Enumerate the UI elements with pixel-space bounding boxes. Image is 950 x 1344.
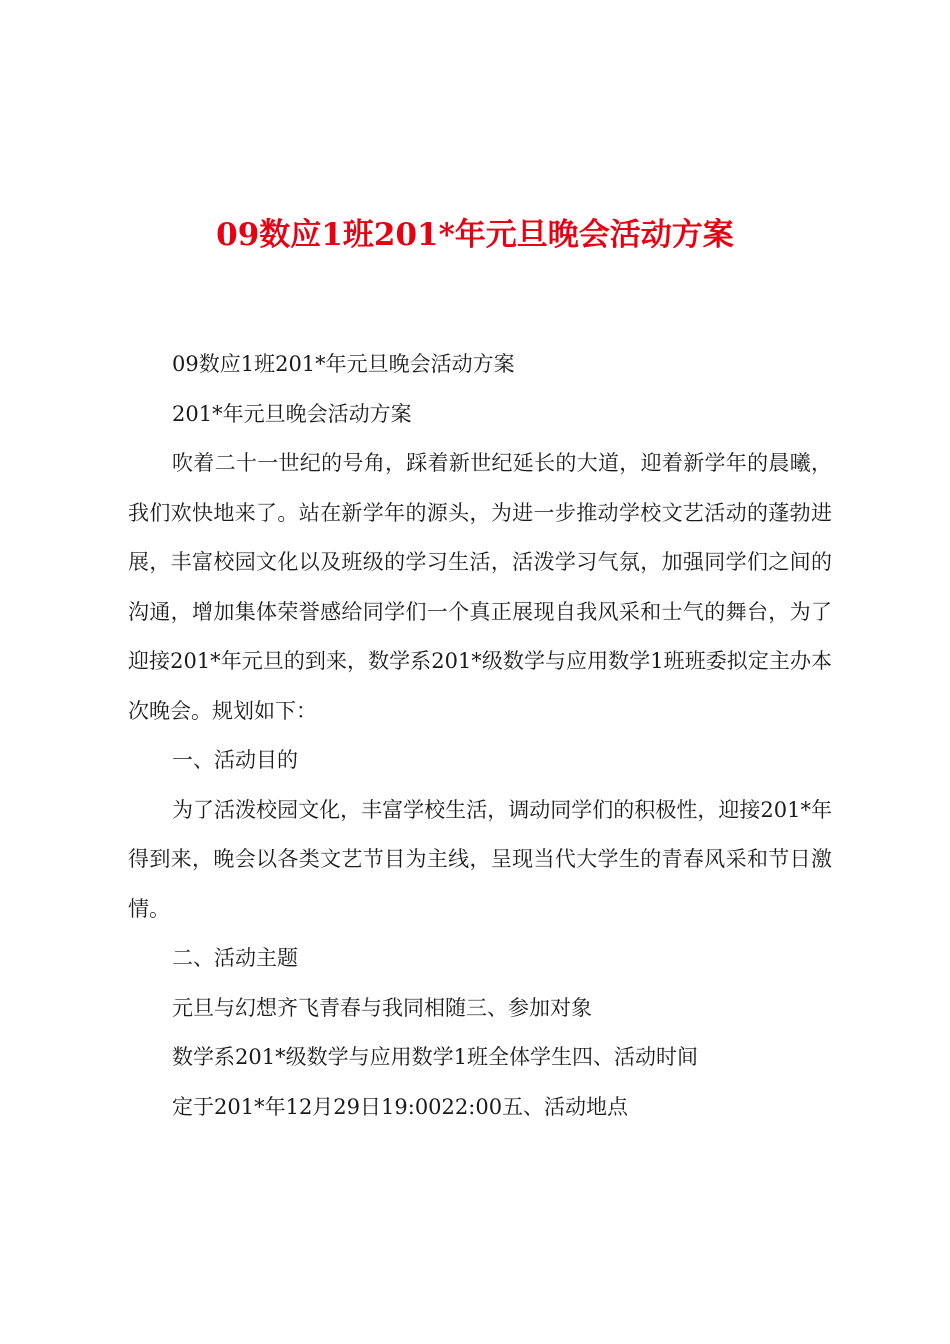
paragraph-intro: 吹着二十一世纪的号角，踩着新世纪延长的大道，迎着新学年的晨曦，我们欢快地来了。站在新学年的源头，为进一步推动学校文艺活动的蓬勃进展，丰富校园文化以及班级的学习生活，活泼学习气氛，加强同学们之间的沟通，增加集体荣誉感给同学们一个真正展现自我风采和士气的舞台，为了迎接201*年元旦的到来，数学系201*级数学与应用数学1班班委拟定主办本次晚会。规划如下：	[128, 451, 832, 723]
paragraph-participants: 数学系201*级数学与应用数学1班全体学生四、活动时间	[172, 1045, 698, 1069]
section-heading-theme: 二、活动主题	[172, 946, 298, 970]
document-body	[128, 340, 832, 1132]
paragraph-subtitle: 201*年元旦晚会活动方案	[172, 401, 412, 426]
paragraph-theme: 元旦与幻想齐飞青春与我同相随三、参加对象	[172, 995, 592, 1020]
document-title: 09数应1班201*年元旦晚会活动方案	[216, 217, 734, 253]
paragraph-heading-repeat: 09数应1班201*年元旦晚会活动方案	[172, 352, 515, 376]
paragraph-purpose: 为了活泼校园文化，丰富学校生活，调动同学们的积极性，迎接201*年得到来，晚会以各类文艺节目为主线，呈现当代大学生的青春风采和节日激情。	[128, 797, 832, 921]
paragraph-time: 定于201*年12月29日19:0022:00五、活动地点	[172, 1094, 629, 1119]
section-heading-purpose: 一、活动目的	[172, 748, 298, 772]
